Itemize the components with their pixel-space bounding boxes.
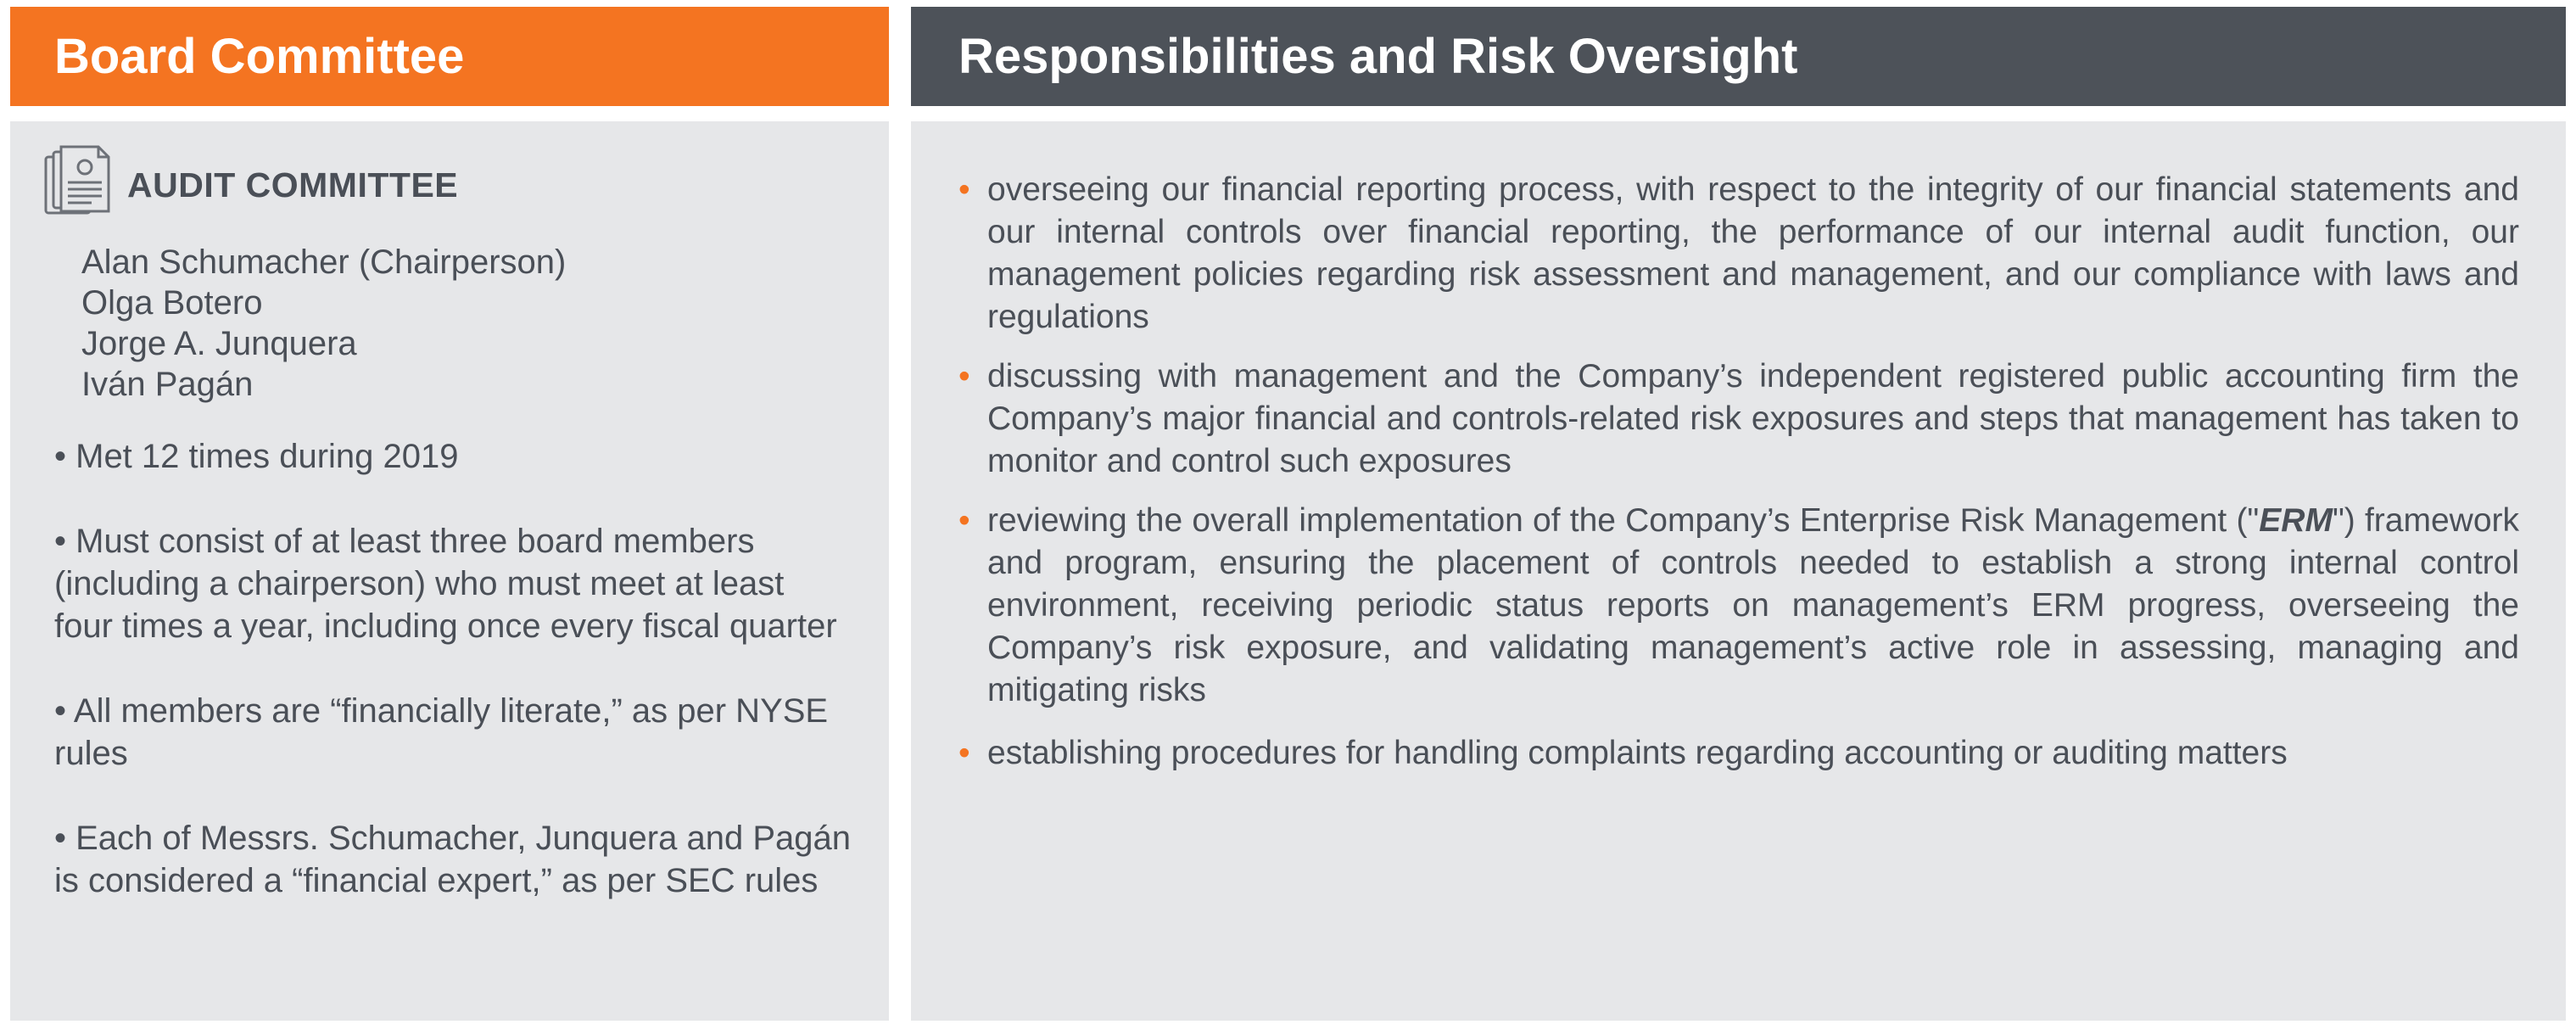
fact-meetings: • Met 12 times during 2019 <box>54 438 459 475</box>
committee-members <box>81 242 566 405</box>
bullet: • <box>958 502 970 539</box>
audit-committee-title: AUDIT COMMITTEE <box>127 165 459 204</box>
responsibility-text-after: ") framework and program, ensuring the placement of controls needed to establish a strong internal control environment, receiving periodic status reports on management’s ERM progress, overseeing the Company’s risk exposure, and validating management’s active role in assessing, managing and mitigating risks <box>987 502 2519 708</box>
board-committee-title: Board Committee <box>54 29 465 84</box>
responsibilities-title: Responsibilities and Risk Oversight <box>958 29 1798 84</box>
erm-emphasis: ERM <box>2259 502 2333 539</box>
member-name: Olga Botero <box>81 284 263 322</box>
board-committee-header <box>10 7 889 106</box>
responsibility-text: establishing procedures for handling complaints regarding accounting or auditing matters <box>987 735 2288 771</box>
bullet: • <box>958 358 970 395</box>
member-name: Alan Schumacher (Chairperson) <box>81 244 567 281</box>
fact-financial-expert: • Each of Messrs. Schumacher, Junquera and Pagán is considered a “financial expert,” as per SEC rules <box>54 820 851 899</box>
responsibility-item <box>958 355 2519 483</box>
responsibilities-header <box>911 7 2566 106</box>
responsibility-item <box>958 169 2519 339</box>
document-stack-icon <box>42 143 115 225</box>
responsibility-item <box>958 500 2519 712</box>
responsibility-item <box>958 732 2519 775</box>
member-name: Iván Pagán <box>81 366 254 403</box>
bullet: • <box>958 735 970 771</box>
responsibility-text: discussing with management and the Company’s independent registered public accounting firm the Company’s major financial and controls-related risk exposures and steps that management has taken to monitor and control such exposures <box>987 358 2519 479</box>
committee-facts <box>54 435 852 902</box>
fact-composition: • Must consist of at least three board members (including a chairperson) who must meet at least four times a year, including once every fiscal quarter <box>54 523 837 645</box>
responsibilities-panel <box>911 121 2566 1021</box>
responsibilities-list <box>958 169 2519 792</box>
fact-financial-literacy: • All members are “financially literate,” as per NYSE rules <box>54 692 829 772</box>
committee-panel <box>10 121 889 1021</box>
responsibility-text: overseeing our financial reporting process, with respect to the integrity of our financial statements and our internal controls over financial reporting, the performance of our internal audit function, our management policies regarding risk assessment and management, and our compliance with laws and regulations <box>987 171 2519 335</box>
member-name: Jorge A. Junquera <box>81 325 357 362</box>
responsibility-text-before: reviewing the overall implementation of the Company’s Enterprise Risk Management (" <box>987 502 2260 539</box>
bullet: • <box>958 171 970 208</box>
